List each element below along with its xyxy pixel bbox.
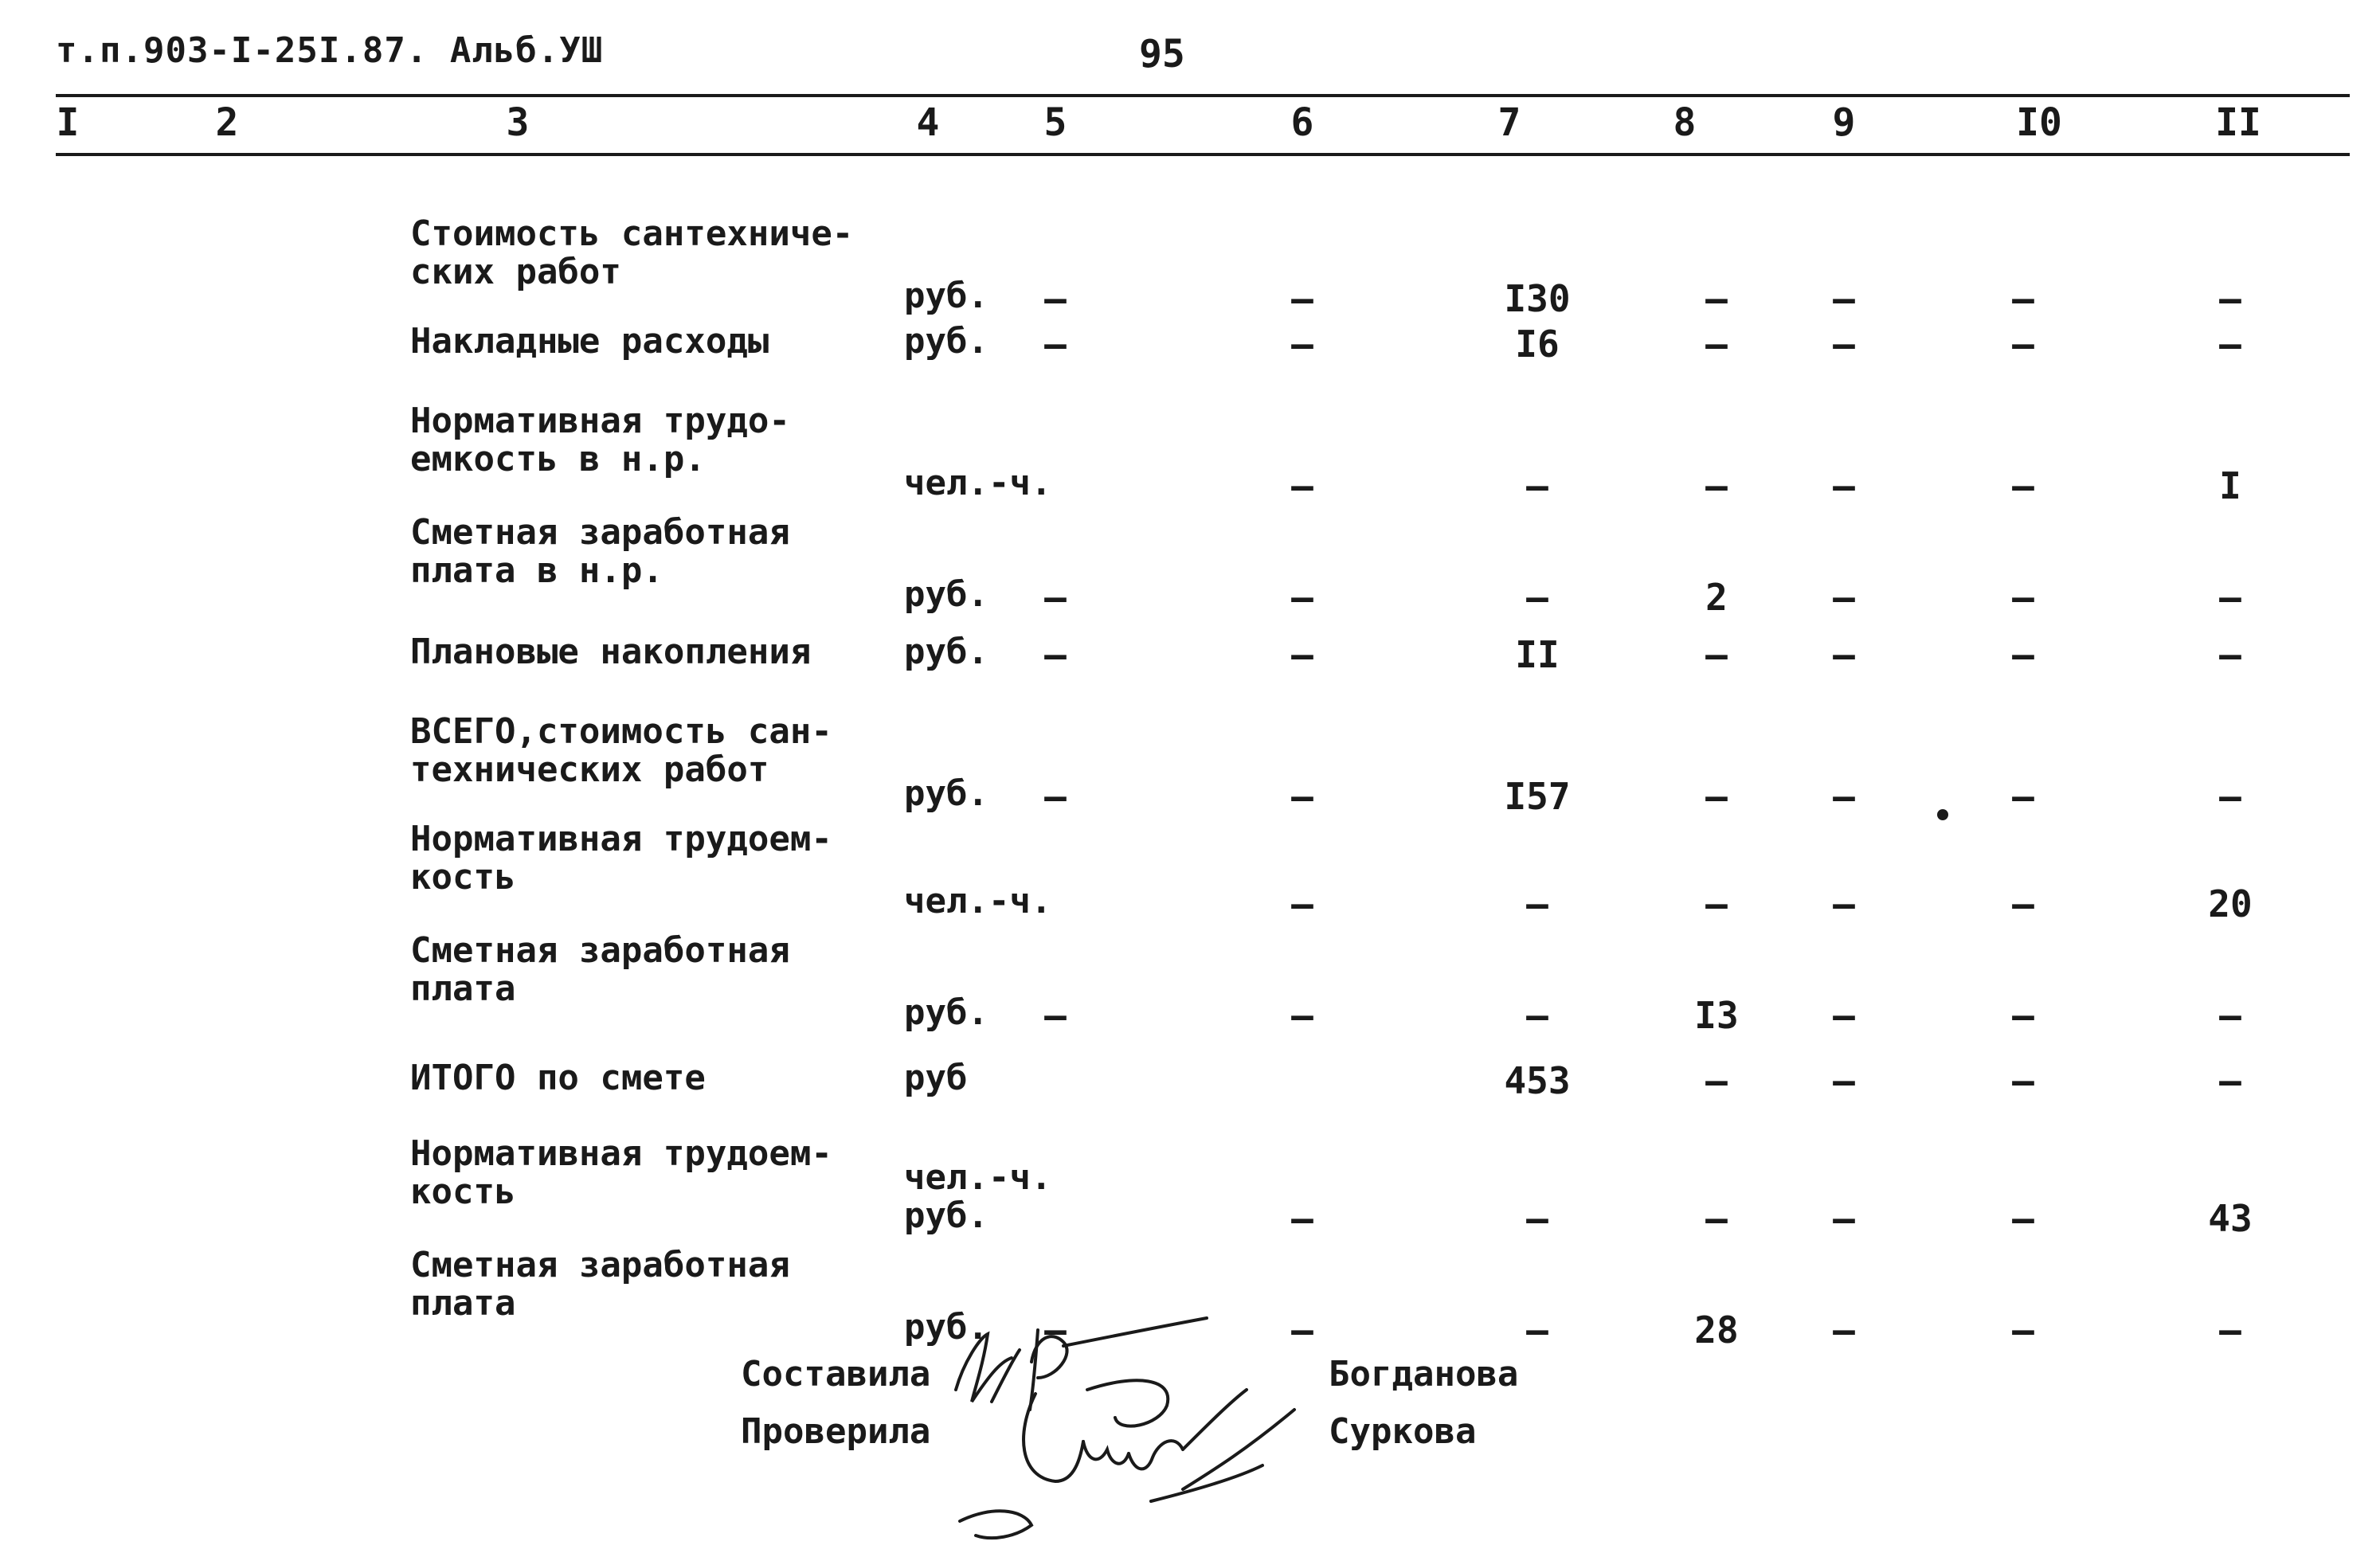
row-cell-c10: –: [2012, 1309, 2034, 1352]
row-cell-c10: –: [2012, 277, 2034, 320]
row-cell-c9: –: [1833, 633, 1855, 676]
row-cell-unit: руб.: [904, 773, 988, 814]
row-cell-c7: I6: [1515, 323, 1560, 366]
row-cell-unit: чел.-ч. руб.: [904, 1157, 1052, 1236]
row-cell-c6: –: [1291, 882, 1313, 925]
row-cell-unit: руб.: [904, 992, 988, 1033]
row-label: Нормативная трудоем- кость: [410, 819, 832, 898]
row-cell-c7: –: [1526, 464, 1548, 507]
row-cell-c8: –: [1705, 775, 1728, 818]
row-cell-unit: руб.: [904, 574, 988, 615]
row-cell-c8: 28: [1694, 1309, 1739, 1352]
row-cell-unit: чел.-ч.: [904, 881, 1052, 921]
row-cell-c9: –: [1833, 775, 1855, 818]
row-cell-unit: руб.: [904, 632, 988, 672]
row-cell-c9: –: [1833, 994, 1855, 1037]
row-cell-c6: –: [1291, 576, 1313, 619]
row-cell-c10: –: [2012, 464, 2034, 507]
row-cell-c10: –: [2012, 1059, 2034, 1102]
row-cell-c7: –: [1526, 994, 1548, 1037]
header-bottom-rule: [56, 153, 2350, 156]
row-cell-c10: –: [2012, 323, 2034, 366]
row-cell-unit: руб.: [904, 321, 988, 362]
row-label: ИТОГО по смете: [410, 1058, 706, 1098]
row-cell-c8: –: [1705, 323, 1728, 366]
row-cell-c10: –: [2012, 882, 2034, 925]
row-label: Накладные расходы: [410, 321, 769, 362]
row-cell-c5: –: [1044, 277, 1067, 320]
row-cell-unit: руб.: [904, 1307, 988, 1348]
row-cell-c7: –: [1526, 1197, 1548, 1240]
row-cell-c8: –: [1705, 1059, 1728, 1102]
row-cell-c6: –: [1291, 1309, 1313, 1352]
row-label: Сметная заработная плата: [410, 1245, 790, 1324]
row-cell-c10: –: [2012, 775, 2034, 818]
row-cell-c7: I30: [1504, 277, 1571, 320]
row-cell-c7: –: [1526, 882, 1548, 925]
row-cell-c5: –: [1044, 994, 1067, 1037]
row-cell-c10: –: [2012, 994, 2034, 1037]
row-cell-c9: –: [1833, 1059, 1855, 1102]
row-cell-c7: I57: [1504, 775, 1571, 818]
row-cell-c8: –: [1705, 464, 1728, 507]
document-reference: т.п.903-I-25I.87. Альб.УШ: [56, 30, 604, 71]
column-number-3: 3: [506, 100, 530, 145]
column-number-1: I: [56, 100, 80, 145]
row-cell-c9: –: [1833, 323, 1855, 366]
ink-dot: [1937, 809, 1948, 820]
row-cell-c6: –: [1291, 775, 1313, 818]
page-number: 95: [1139, 32, 1185, 76]
row-cell-c8: 2: [1705, 576, 1728, 619]
row-cell-c7: –: [1526, 1309, 1548, 1352]
row-cell-c8: –: [1705, 277, 1728, 320]
row-cell-c8: –: [1705, 633, 1728, 676]
row-label: ВСЕГО,стоимость сан- технических работ: [410, 711, 832, 790]
row-cell-c11: –: [2219, 323, 2241, 366]
row-cell-c6: –: [1291, 994, 1313, 1037]
checked-by-label: Проверила: [741, 1411, 931, 1452]
column-number-6: 6: [1290, 100, 1314, 145]
row-cell-c5: –: [1044, 633, 1067, 676]
row-label: Плановые накопления: [410, 632, 812, 672]
row-cell-c9: –: [1833, 1197, 1855, 1240]
row-cell-c7: –: [1526, 576, 1548, 619]
row-cell-c10: –: [2012, 576, 2034, 619]
row-cell-unit: чел.-ч.: [904, 463, 1052, 503]
row-label: Нормативная трудоем- кость: [410, 1133, 832, 1212]
row-cell-c9: –: [1833, 576, 1855, 619]
row-cell-c6: –: [1291, 464, 1313, 507]
row-label: Сметная заработная плата в н.р.: [410, 512, 790, 591]
checked-by-name: Суркова: [1329, 1411, 1477, 1452]
compiled-by-label: Составила: [741, 1354, 931, 1395]
row-cell-c5: –: [1044, 1309, 1067, 1352]
column-number-7: 7: [1497, 100, 1521, 145]
row-cell-c7: 453: [1504, 1059, 1571, 1102]
row-cell-c11: –: [2219, 1059, 2241, 1102]
column-number-4: 4: [916, 100, 940, 145]
row-cell-c11: –: [2219, 775, 2241, 818]
row-cell-c5: –: [1044, 323, 1067, 366]
row-cell-c6: –: [1291, 1197, 1313, 1240]
row-cell-c11: 20: [2208, 882, 2253, 925]
column-number-8: 8: [1673, 100, 1697, 145]
row-cell-c11: –: [2219, 633, 2241, 676]
compiled-by-name: Богданова: [1329, 1354, 1519, 1395]
column-number-5: 5: [1043, 100, 1067, 145]
row-cell-c8: –: [1705, 1197, 1728, 1240]
row-cell-c9: –: [1833, 882, 1855, 925]
row-cell-c6: –: [1291, 323, 1313, 366]
column-number-9: 9: [1832, 100, 1856, 145]
row-label: Нормативная трудо- емкость в н.р.: [410, 401, 790, 479]
column-number-11: II: [2215, 100, 2261, 145]
row-cell-c11: –: [2219, 1309, 2241, 1352]
row-cell-c7: II: [1515, 633, 1560, 676]
row-cell-unit: руб: [904, 1058, 968, 1098]
row-cell-c5: –: [1044, 775, 1067, 818]
row-cell-c11: I: [2219, 464, 2241, 507]
row-cell-c10: –: [2012, 1197, 2034, 1240]
row-cell-c8: –: [1705, 882, 1728, 925]
row-label: Стоимость сантехниче- ских работ: [410, 213, 854, 292]
header-top-rule: [56, 94, 2350, 97]
handwritten-signature: [944, 1314, 1310, 1545]
row-cell-c11: –: [2219, 576, 2241, 619]
row-cell-c6: –: [1291, 277, 1313, 320]
row-cell-c5: –: [1044, 576, 1067, 619]
row-cell-c10: –: [2012, 633, 2034, 676]
row-cell-c9: –: [1833, 464, 1855, 507]
column-number-10: I0: [2016, 100, 2062, 145]
row-cell-c9: –: [1833, 1309, 1855, 1352]
column-number-2: 2: [215, 100, 239, 145]
row-cell-c11: –: [2219, 277, 2241, 320]
row-cell-c11: 43: [2208, 1197, 2253, 1240]
row-cell-c8: I3: [1694, 994, 1739, 1037]
row-cell-unit: руб.: [904, 276, 988, 316]
row-cell-c9: –: [1833, 277, 1855, 320]
row-label: Сметная заработная плата: [410, 930, 790, 1009]
row-cell-c11: –: [2219, 994, 2241, 1037]
row-cell-c6: –: [1291, 633, 1313, 676]
